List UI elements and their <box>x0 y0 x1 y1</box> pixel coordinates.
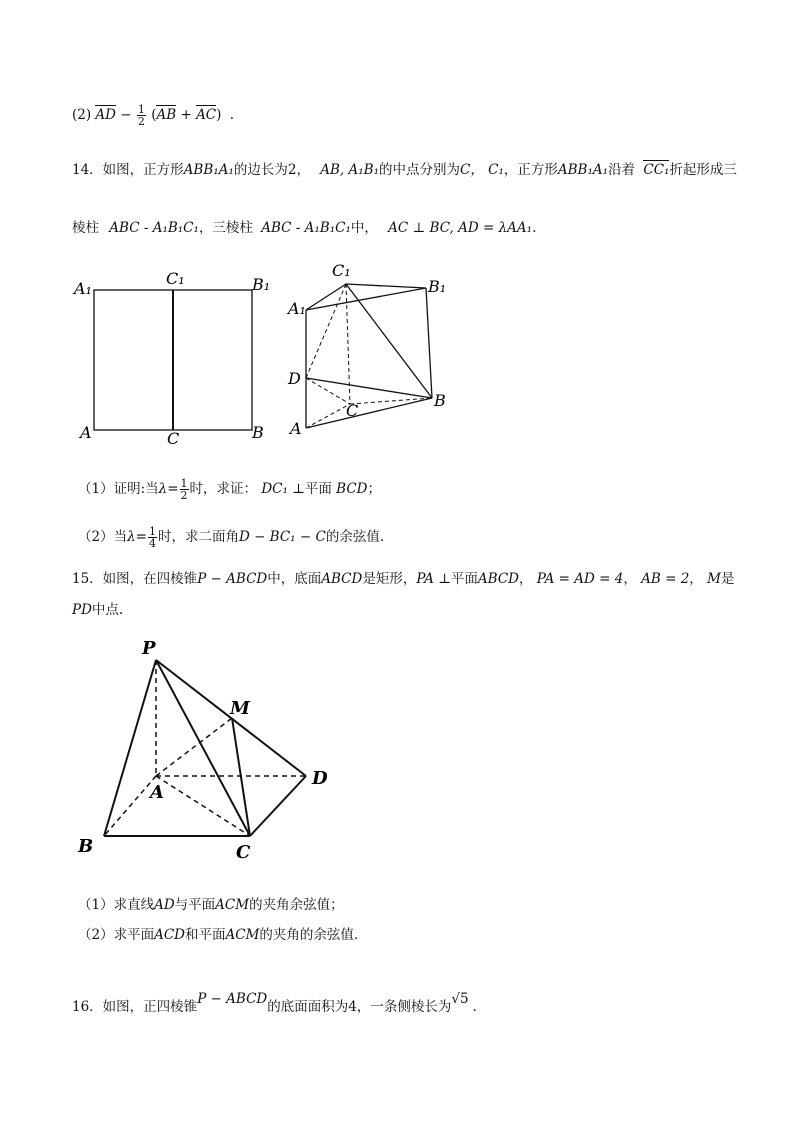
square-name: ABB₁A₁ <box>557 162 609 178</box>
expression: D − BC₁ − C <box>238 529 326 545</box>
segments: AB, A₁B₁ <box>320 162 379 178</box>
text: 时，求二面角 <box>157 529 239 545</box>
point-c: C， <box>460 162 484 178</box>
edge-db <box>306 378 432 398</box>
text: 的夹角余弦值； <box>249 897 344 913</box>
condition: AB = 2 <box>641 571 690 587</box>
text: 是 <box>720 571 735 587</box>
period: . <box>532 220 537 236</box>
q15-line2 <box>72 600 123 620</box>
label-b1: B₁ <box>252 275 271 294</box>
period: . <box>472 999 477 1015</box>
edge-ab <box>104 776 156 836</box>
q16-number: 16．如图，正四棱锥 <box>72 999 198 1015</box>
q14-line2 <box>72 218 536 238</box>
label-b: B <box>434 391 446 410</box>
label-a: A <box>80 423 92 442</box>
label-c1: C₁ <box>166 269 185 288</box>
label-b1: B₁ <box>428 277 447 296</box>
plus-sign: + <box>180 107 192 123</box>
condition: PA = AD = 4 <box>536 571 624 587</box>
text: ， <box>519 571 533 587</box>
q13-part2-line <box>72 104 234 127</box>
lambda: λ <box>127 529 136 545</box>
label-a: A <box>290 419 302 438</box>
text: 中， <box>350 220 378 236</box>
label-c: C <box>167 429 180 448</box>
label-m: M <box>230 698 250 719</box>
label-d: D <box>288 369 301 388</box>
text: 时，求证： <box>189 481 258 497</box>
q14-number: 14．如图，正方形 <box>72 162 184 178</box>
punct: ； <box>367 481 381 497</box>
edge-ac <box>156 776 250 836</box>
part-label: （2）求平面 <box>78 927 155 943</box>
fraction-half: $\frac{1}{2}$ <box>137 103 145 128</box>
text: 和平面 <box>185 927 226 943</box>
pyramid-name: P − ABCD <box>197 571 268 587</box>
label-b: B <box>78 836 94 857</box>
text: 是矩形， <box>362 571 417 587</box>
plane-acm: ACM <box>225 927 260 943</box>
text: 折起形成三 <box>669 162 737 178</box>
expression: DC₁ ⊥ <box>261 481 305 497</box>
vector-ad: AD <box>95 107 116 123</box>
text: 棱柱 <box>72 220 99 236</box>
q14-part1 <box>78 478 381 501</box>
text: 的中点分别为 <box>379 162 460 178</box>
point-c1: C₁ <box>488 162 504 178</box>
label-c: C <box>346 401 359 420</box>
prism-figure <box>286 258 466 448</box>
label-p: P <box>142 638 156 659</box>
plane-name: ABCD <box>477 571 519 587</box>
edge-ac <box>306 404 350 428</box>
edge-pb <box>104 660 156 836</box>
text: 中，底面 <box>267 571 322 587</box>
plane-acm: ACM <box>215 897 250 913</box>
text: 的余弦值. <box>325 529 385 545</box>
part-label: （2）当 <box>78 529 128 545</box>
label-c1: C₁ <box>332 261 351 280</box>
q16-line1 <box>72 991 477 1017</box>
label-a: A <box>150 782 164 803</box>
part-label: （1）求直线 <box>78 897 155 913</box>
prism-name: ABC - A₁B₁C₁ <box>109 220 199 236</box>
text: 的边长为2， <box>233 162 310 178</box>
plane-acd: ACD <box>154 927 185 943</box>
period: . <box>229 107 235 123</box>
edge-ab <box>306 398 432 428</box>
pyramid-figure <box>70 630 350 870</box>
edge-cd <box>250 776 306 836</box>
fraction: $\frac{1}{4}$ <box>148 525 156 550</box>
q15-number: 15．如图，在四棱锥 <box>72 571 198 587</box>
label-d: D <box>312 768 328 789</box>
sqrt-five: √5 <box>451 991 469 1007</box>
edge-dc1 <box>306 284 346 378</box>
label-b: B <box>252 423 264 442</box>
label-a1: A₁ <box>288 299 306 318</box>
plane-bcd: BCD <box>336 481 368 497</box>
text: ，正方形 <box>503 162 558 178</box>
edge-am <box>156 718 232 776</box>
open-paren: ( <box>151 107 157 123</box>
q15-part2 <box>78 925 358 945</box>
equals: = <box>135 529 147 545</box>
line-ad: AD <box>154 897 175 913</box>
lambda: λ <box>158 481 168 497</box>
text: 平面 <box>304 481 332 497</box>
text: ，三棱柱 <box>198 220 253 236</box>
condition: PA ⊥ <box>416 571 451 587</box>
equals: = <box>167 481 179 497</box>
q15-line1 <box>72 569 734 589</box>
part-label: (2) <box>72 107 92 123</box>
text: 平面 <box>450 571 478 587</box>
text: 的夹角的余弦值. <box>259 927 359 943</box>
pyramid-name: P − ABCD <box>197 991 268 1007</box>
label-c: C <box>236 842 251 863</box>
close-paren: ) <box>216 107 222 123</box>
square-figure <box>70 268 280 448</box>
line-cc1: CC₁ <box>643 162 670 178</box>
q14-part2 <box>78 526 384 549</box>
q15-part1 <box>78 895 344 915</box>
vector-ac: AC <box>196 107 217 123</box>
q14-line1 <box>72 160 737 180</box>
text: 沿着 <box>608 162 636 178</box>
text: ， <box>689 571 703 587</box>
text: 中点. <box>91 602 124 618</box>
label-a1: A₁ <box>74 279 92 298</box>
condition: AC ⊥ BC, AD = λAA₁ <box>388 220 533 236</box>
text: 的底面面积为4，一条侧棱长为 <box>267 999 452 1015</box>
edge-c1b <box>346 284 432 398</box>
part-label: （1）证明:当 <box>78 481 159 497</box>
minus-sign: − <box>120 107 132 123</box>
vector-ab: AB <box>156 107 177 123</box>
edge-b1b <box>426 288 432 398</box>
prism-name: ABC - A₁B₁C₁ <box>261 220 351 236</box>
fraction: $\frac{1}{2}$ <box>180 477 188 502</box>
point-m: M <box>707 571 721 587</box>
base-name: ABCD <box>321 571 363 587</box>
segment-pd: PD <box>72 602 92 618</box>
text: 与平面 <box>174 897 216 913</box>
text: ， <box>623 571 637 587</box>
square-name: ABB₁A₁ <box>183 162 234 178</box>
